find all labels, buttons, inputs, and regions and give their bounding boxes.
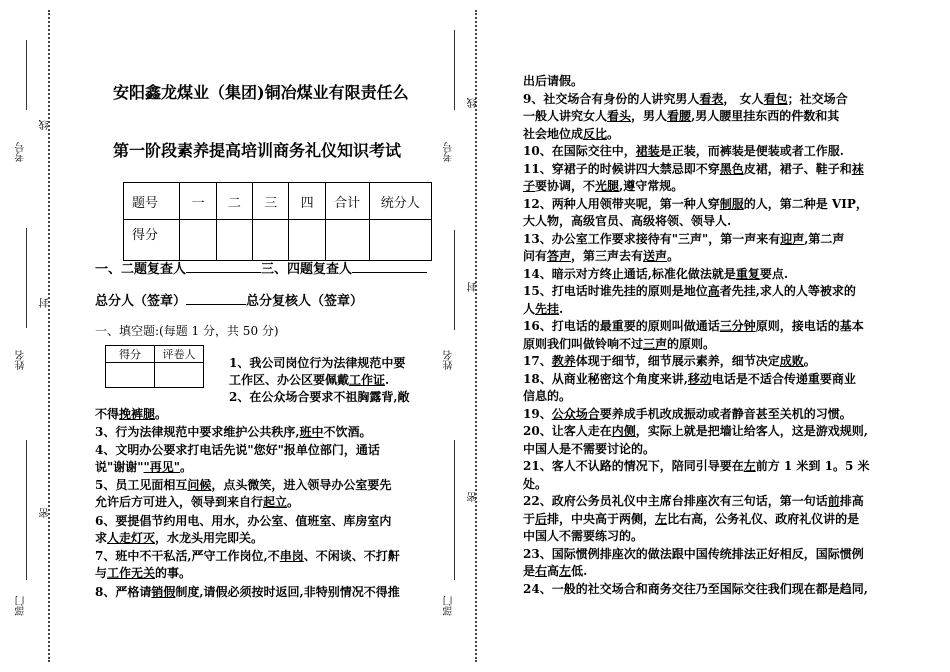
question-text: 不得 <box>95 407 120 421</box>
question-text: 中国人不需要练习的。 <box>523 529 644 543</box>
question-line <box>523 353 908 369</box>
question-text: 6、要提倡节约用电、用水，办公室、值班室、库房室内 <box>95 514 392 528</box>
answer-text: 裙装 <box>635 144 660 158</box>
question-text: 社会地位成 <box>523 126 584 141</box>
question-line <box>523 161 908 177</box>
question-text: 大人物，高级官员、高级将领、领导人. <box>523 214 732 228</box>
grader-score-head: 得分 <box>106 346 155 363</box>
question-text: 。 <box>667 249 680 263</box>
question-line <box>95 477 391 493</box>
question-text: 低. <box>571 564 588 578</box>
question-text: 原则我们叫做铃响不过 <box>523 336 644 351</box>
question-text: 10、在国际交往中， <box>523 144 636 158</box>
question-line <box>523 231 908 247</box>
answer-text: 挽裤腿 <box>119 407 156 421</box>
question-text: 于 <box>523 511 536 526</box>
answer-text: 教养 <box>551 354 576 368</box>
score-table-head-3: 三 <box>253 183 289 220</box>
question-line <box>229 372 389 388</box>
question-text: 5、员工见面相互 <box>95 478 188 492</box>
answer-text: 左 <box>743 459 756 473</box>
answer-text: 子 <box>523 179 536 193</box>
total-scorer-label: 总分人（签章） <box>95 294 187 309</box>
reviewer-line-2 <box>95 290 363 309</box>
exam-no-label-mid: 考号 <box>444 142 455 162</box>
reviewer-line-1 <box>95 258 427 277</box>
score-table <box>123 182 432 261</box>
question-text: 8、严格请 <box>95 585 152 599</box>
score-cell[interactable] <box>253 220 289 261</box>
answer-text: 三分钟 <box>719 319 756 333</box>
question-text: ， 女人 <box>723 91 764 106</box>
section1-title: 一、填空题:(每题 1 分，共 50 分) <box>95 324 279 338</box>
question-text: 21、客人不认路的情况下，陪同引导要在 <box>523 459 744 473</box>
question-text: 的人，第二种是 VIP， <box>743 196 868 211</box>
question-line <box>95 565 191 581</box>
question-line <box>523 248 908 264</box>
answer-text: 左 <box>655 511 668 526</box>
score-cell[interactable] <box>180 220 216 261</box>
question-line <box>523 581 908 597</box>
question-text: 。 <box>287 495 300 509</box>
question-line <box>523 563 908 579</box>
score-table-head-6: 统分人 <box>369 183 431 220</box>
question-line <box>523 318 908 334</box>
grader-score-cell[interactable] <box>106 363 155 388</box>
answer-text: 右 <box>535 564 548 578</box>
line-label-mid: 线 <box>468 98 479 108</box>
reviewer-q12-blank[interactable] <box>186 260 261 273</box>
secret-label-left: 密 <box>40 508 51 518</box>
question-line <box>523 493 908 509</box>
question-text: 19、 <box>523 406 552 421</box>
answer-text: 高 <box>707 284 720 298</box>
question-line <box>523 458 908 474</box>
grader-name-head: 评卷人 <box>155 346 204 363</box>
question-line <box>523 108 908 124</box>
answer-text: 内侧 <box>611 424 636 438</box>
exam-title-line1: 安阳鑫龙煤业（集团)铜冶煤业有限责任么 <box>113 83 409 102</box>
question-text: 的事。 <box>155 566 192 580</box>
seal-label-mid: 封 <box>468 282 479 292</box>
answer-text: 工作证 <box>349 373 386 387</box>
question-line <box>523 301 908 317</box>
question-line <box>95 424 372 440</box>
answer-text: 送声 <box>643 249 668 263</box>
question-line <box>523 388 908 404</box>
question-line <box>523 196 908 212</box>
question-line <box>523 511 908 527</box>
answer-text: 人走灯灭 <box>107 531 156 545</box>
question-text: ，第三声去有 <box>571 249 644 263</box>
score-table-head-0: 题号 <box>124 183 180 220</box>
score-cell[interactable] <box>325 220 369 261</box>
department-blank-mid <box>454 440 455 580</box>
answer-text: 看表 <box>699 91 724 106</box>
question-text: 中国人是不需要讨论的。 <box>523 441 656 456</box>
answer-text: 左 <box>559 564 572 578</box>
question-text: 前方 1 米到 1。5 米 <box>755 459 870 473</box>
answer-text: 黑色 <box>719 161 744 176</box>
question-line <box>523 213 908 229</box>
question-text: 4、文明办公要求打电话先说"您好"报单位部门，通话 <box>95 443 380 457</box>
name-blank-mid <box>454 230 455 330</box>
question-text: 18、从商业秘密这个角度来讲, <box>523 371 688 386</box>
question-text: 一般人讲究女人 <box>523 109 608 123</box>
question-line <box>523 336 908 352</box>
question-text: 7、班中不干私活,严守工作岗位,不 <box>95 549 280 563</box>
answer-text: 串岗 <box>279 549 304 563</box>
question-text: ,第二声 <box>804 231 845 246</box>
answer-text: 班中 <box>299 425 324 439</box>
answer-text: 袜 <box>851 161 864 176</box>
question-text: . <box>385 373 390 387</box>
question-text: 比右高，公务礼仪、政府礼仪讲的是 <box>667 511 860 526</box>
reviewer-q34-blank[interactable] <box>352 260 427 273</box>
answer-text: 公众场合 <box>551 406 600 421</box>
question-text: 排，中央高于两侧， <box>547 511 656 526</box>
question-text: 者先挂,求人的人等被求的 <box>719 284 856 298</box>
question-text: 3、行为法律规范中要求维护公共秩序, <box>95 425 300 439</box>
exam-no-blank <box>26 40 27 110</box>
answer-text: 答声 <box>547 249 572 263</box>
question-line <box>229 389 410 405</box>
question-text: 处。 <box>523 476 548 491</box>
question-text: ；社交场合 <box>787 91 848 106</box>
left-dotted-line <box>48 10 50 662</box>
department-label: 部门 <box>16 596 27 616</box>
right-column <box>523 72 908 672</box>
question-text: 说"谢谢" <box>95 460 144 474</box>
question-text: 人 <box>523 301 536 316</box>
exam-no-label: 考号 <box>16 142 27 162</box>
question-text: 。 <box>803 354 816 368</box>
question-text: 排高 <box>839 494 864 508</box>
department-blank <box>26 440 27 580</box>
question-text: 求 <box>95 531 108 545</box>
answer-text: 制服 <box>719 196 744 211</box>
exam-title-line2: 第一阶段素养提高培训商务礼仪知识考试 <box>113 141 402 160</box>
question-line <box>95 459 192 475</box>
answer-text: 成败 <box>779 354 804 368</box>
question-line <box>523 283 908 299</box>
question-line <box>523 371 908 387</box>
answer-text: 起立 <box>263 495 288 509</box>
question-text: ，水龙头用完即关。 <box>155 531 264 545</box>
question-text: 的原则。 <box>667 336 716 351</box>
question-text: 12、两种人用领带夹呢，第一种人穿 <box>523 196 720 211</box>
question-text: 制度,请假必须按时返回,非特别情况不得推 <box>175 585 400 599</box>
answer-text: 移动 <box>687 371 712 386</box>
total-scorer-blank[interactable] <box>186 292 246 305</box>
answer-text: 重复 <box>735 266 760 281</box>
score-cell[interactable] <box>289 220 325 261</box>
score-table-head-2: 二 <box>216 183 252 220</box>
question-text: 问有 <box>523 249 548 263</box>
question-text: 。 <box>180 460 193 474</box>
question-line <box>523 178 908 194</box>
question-text: 高 <box>547 564 560 578</box>
question-line <box>523 126 908 142</box>
question-text: ,男人腰里挂东西的件数和其 <box>691 109 840 123</box>
question-text: ,遵守常规。 <box>619 179 684 193</box>
answer-text: 看包 <box>763 91 788 106</box>
question-text: 1、我公司岗位行为法律规范中要 <box>229 356 406 370</box>
question-text: 13、办公室工作要求接待有"三声"，第一声来有 <box>523 231 781 246</box>
question-text: 与 <box>95 566 108 580</box>
question-text: 皮裙，裙子、鞋子和 <box>743 161 852 176</box>
question-line <box>95 406 167 422</box>
question-text: 要协调，不 <box>535 179 596 193</box>
question-line <box>229 355 405 371</box>
score-table-head-4: 四 <box>289 183 325 220</box>
name-label-mid: 姓名 <box>444 350 455 370</box>
question-line <box>523 266 908 282</box>
reviewer-q12-label: 一、二题复查人 <box>95 262 187 277</box>
question-text: 20、让客人走在 <box>523 424 612 438</box>
department-label-mid: 部门 <box>444 596 455 616</box>
question-text: 9、社交场合有身份的人讲究男人 <box>523 91 700 106</box>
question-text: 信息的。 <box>523 389 572 403</box>
score-row-label: 得分 <box>124 220 180 261</box>
question-text: 17、 <box>523 354 552 368</box>
question-text: 23、国际惯例排座次的做法跟中国传统排法正好相反，国际惯例 <box>523 546 864 561</box>
name-blank <box>26 228 27 328</box>
answer-text: 反比 <box>583 126 608 141</box>
answer-text: 看腰 <box>667 109 692 123</box>
question-line <box>523 73 908 89</box>
secret-label-mid: 密 <box>468 492 479 502</box>
question-text: 22、政府公务员礼仪中主席台排座次有三句话，第一句话 <box>523 494 828 508</box>
question-text: 要点. <box>759 266 789 281</box>
question-text: 11、穿裙子的时候讲四大禁忌即不穿 <box>523 161 720 176</box>
question-text: 电话是不适合传递重要商业 <box>711 371 856 386</box>
question-text: 工作区、办公区要佩戴 <box>229 373 350 387</box>
question-line <box>523 546 908 562</box>
question-line <box>523 528 908 544</box>
question-line <box>95 584 400 600</box>
line-label-left: 线 <box>40 120 51 130</box>
left-column <box>95 72 432 672</box>
question-line <box>523 476 908 492</box>
score-table-head-5: 合计 <box>325 183 369 220</box>
question-text: 。 <box>155 407 168 421</box>
answer-text: 光腿 <box>595 179 620 193</box>
mid-binding-margin <box>444 0 495 672</box>
seal-label-left: 封 <box>40 298 51 308</box>
answer-text: 销假 <box>151 585 176 599</box>
answer-text: 三声 <box>643 336 668 351</box>
question-text: ，实际上就是把墙让给客人，这是游戏规则, <box>635 424 868 438</box>
score-cell[interactable] <box>216 220 252 261</box>
question-line <box>523 143 908 159</box>
question-text: . <box>559 301 564 316</box>
question-text: 允许后方可进入，领导到来自行 <box>95 495 264 509</box>
question-text: 要养成手机改成振动或者静音甚至关机的习惯。 <box>599 406 852 421</box>
question-line <box>523 441 908 457</box>
question-text: 是正装，而裤装是便装或者工作服. <box>659 144 844 158</box>
name-label: 姓名 <box>16 350 27 370</box>
grader-name-cell[interactable] <box>155 363 204 388</box>
answer-text: 先挂 <box>535 301 560 316</box>
answer-text: 后 <box>535 511 548 526</box>
answer-text: 看头 <box>607 109 632 123</box>
score-cell[interactable] <box>369 220 431 261</box>
question-text: 16、打电话的最重要的原则叫做通话 <box>523 319 720 333</box>
question-text: 出后请假。 <box>523 74 584 88</box>
question-line <box>95 513 391 529</box>
question-line <box>95 530 263 546</box>
question-text: 24、一般的社交场合和商务交往乃至国际交往我们现在都是趋同, <box>523 581 868 596</box>
grader-table <box>105 345 204 388</box>
question-text: 是 <box>523 564 536 578</box>
reviewer-q34-label: 三、四题复查人 <box>261 262 353 277</box>
question-text: 2、在公众场合要求不祖胸露背,敞 <box>229 390 410 404</box>
answer-text: 问候 <box>187 478 212 492</box>
exam-no-blank-mid <box>454 30 455 110</box>
left-binding-margin <box>0 0 51 672</box>
answer-text: 工作无关 <box>107 566 156 580</box>
answer-text: 前 <box>827 494 840 508</box>
score-table-head-1: 一 <box>180 183 216 220</box>
question-line <box>95 548 400 564</box>
answer-text: 迎声 <box>780 231 805 246</box>
question-text: 14、暗示对方终止通话,标准化做法就是 <box>523 266 736 281</box>
question-line <box>95 442 380 458</box>
question-text: 不饮酒。 <box>323 425 372 439</box>
question-text: 、不闲谈、不打鼾 <box>303 549 400 563</box>
question-text: 体现于细节，细节展示素养，细节决定 <box>575 354 780 368</box>
question-line <box>95 494 299 510</box>
total-reviewer-label: 总分复核人（签章） <box>246 294 364 309</box>
question-line <box>523 406 908 422</box>
question-text: 。 <box>607 126 620 141</box>
question-line <box>523 91 908 107</box>
answer-text: "再见" <box>143 460 181 474</box>
question-line <box>523 423 908 439</box>
question-text: 原则，接电话的基本 <box>755 319 864 333</box>
question-text: 15、打电话时谁先挂的原则是地位 <box>523 284 708 298</box>
question-text: ，男人 <box>631 109 668 123</box>
question-text: ，点头微笑，进入领导办公室要先 <box>211 478 392 492</box>
